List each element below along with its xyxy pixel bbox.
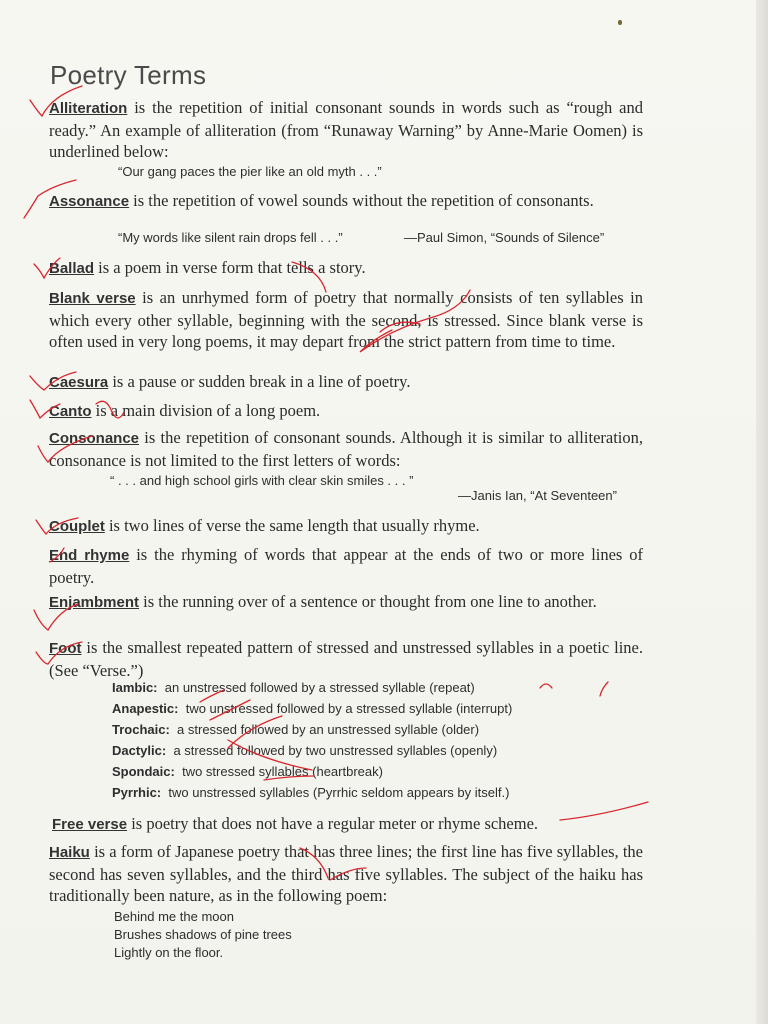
quote-alliteration: “Our gang paces the pier like an old myth . . .”	[118, 164, 382, 179]
term-enjambment: Enjambment	[49, 594, 140, 611]
foot-type-name: Trochaic:	[112, 722, 170, 737]
definition-free-verse: is poetry that does not have a regular meter or rhyme scheme.	[127, 814, 539, 833]
entry-couplet	[49, 515, 643, 538]
foot-type-name: Dactylic:	[112, 743, 167, 758]
foot-type-desc: two unstressed followed by a stressed syllable (interrupt)	[185, 701, 513, 716]
quote-consonance: “ . . . and high school girls with clear skin smiles . . . ”	[110, 473, 414, 488]
entry-ballad	[49, 257, 643, 280]
entry-alliteration	[49, 97, 643, 163]
page-title: Poetry Terms	[50, 60, 207, 90]
entry-end-rhyme	[49, 544, 643, 588]
entry-foot	[49, 637, 643, 681]
entry-free-verse	[52, 813, 646, 836]
definition-end-rhyme: is the rhyming of words that appear at the ends of two or more lines of poetry.	[49, 545, 644, 587]
foot-type-name: Iambic:	[112, 680, 158, 695]
entry-caesura	[49, 371, 643, 394]
foot-type-desc: two unstressed syllables (Pyrrhic seldom appears by itself.)	[168, 785, 510, 800]
foot-type-row	[112, 722, 479, 737]
definition-consonance: is the repetition of consonant sounds. Although it is similar to alliteration, consonance is not limited to the first letters of words:	[49, 428, 643, 470]
foot-type-row	[112, 743, 497, 758]
definition-foot: is the smallest repeated pattern of stressed and unstressed syllables in a poetic line. (See “Verse.”)	[49, 638, 643, 680]
attribution-consonance: —Janis Ian, “At Seventeen”	[458, 488, 617, 503]
entry-enjambment	[49, 591, 643, 614]
foot-stress-mark-6	[540, 684, 552, 688]
foot-type-desc: a stressed followed by an unstressed syllable (older)	[177, 722, 480, 737]
definition-enjambment: is the running over of a sentence or thought from one line to another.	[139, 592, 597, 611]
definition-assonance: is the repetition of vowel sounds without the repetition of consonants.	[129, 191, 594, 210]
foot-type-row	[112, 680, 475, 695]
foot-type-name: Pyrrhic:	[112, 785, 162, 800]
entry-consonance	[49, 427, 643, 471]
term-end-rhyme: End rhyme	[49, 547, 130, 564]
definition-couplet: is two lines of verse the same length that usually rhyme.	[104, 516, 480, 535]
attribution-assonance: —Paul Simon, “Sounds of Silence”	[404, 230, 605, 245]
term-haiku: Haiku	[49, 844, 90, 861]
page-edge	[756, 0, 768, 1024]
poem-line: Brushes shadows of pine trees	[114, 927, 292, 942]
entry-blank-verse	[49, 287, 643, 353]
entry-canto	[49, 400, 643, 423]
ink-speck	[618, 20, 622, 25]
foot-type-desc: two stressed syllables (heartbreak)	[182, 764, 383, 779]
foot-type-desc: an unstressed followed by a stressed syllable (repeat)	[164, 680, 475, 695]
foot-stress-mark-7	[600, 682, 608, 696]
definition-caesura: is a pause or sudden break in a line of poetry.	[108, 372, 411, 391]
definition-alliteration: is the repetition of initial consonant sounds in words such as “rough and ready.” An example of alliteration (from “Runaway Warning” by Anne-Marie Oomen) is underlined below:	[49, 98, 643, 161]
definition-ballad: is a poem in verse form that tells a story.	[94, 258, 366, 277]
entry-haiku	[49, 841, 643, 907]
term-couplet: Couplet	[49, 518, 105, 535]
term-foot: Foot	[49, 640, 82, 657]
definition-haiku: is a form of Japanese poetry that has three lines; the first line has five syllables, the second has seven syllables, and the third has five syllables. The subject of the haiku has traditionally been nature, as in the following poem:	[49, 842, 643, 905]
term-free-verse: Free verse	[52, 816, 128, 833]
poem-line: Behind me the moon	[114, 909, 234, 924]
entry-assonance	[49, 190, 643, 213]
foot-type-name: Spondaic:	[112, 764, 175, 779]
term-canto: Canto	[49, 403, 92, 420]
foot-type-row	[112, 785, 509, 800]
term-blank-verse: Blank verse	[49, 290, 136, 307]
definition-canto: is a main division of a long poem.	[91, 401, 321, 420]
foot-type-desc: a stressed followed by two unstressed syllables (openly)	[173, 743, 498, 758]
term-assonance: Assonance	[49, 193, 130, 210]
term-caesura: Caesura	[49, 374, 109, 391]
term-consonance: Consonance	[49, 430, 140, 447]
quote-assonance: “My words like silent rain drops fell . . .”	[118, 230, 343, 245]
haiku-poem	[114, 908, 292, 962]
foot-type-row	[112, 764, 383, 779]
foot-type-name: Anapestic:	[112, 701, 179, 716]
foot-type-row	[112, 701, 512, 716]
poem-line: Lightly on the floor.	[114, 945, 224, 960]
term-ballad: Ballad	[49, 260, 95, 277]
term-alliteration: Alliteration	[49, 100, 128, 117]
definition-blank-verse: is an unrhymed form of poetry that normally consists of ten syllables in which every other syllable, beginning with the second, is stressed. Since blank verse is often used in very long poems, it may depart from the strict pattern from time to time.	[49, 288, 643, 351]
